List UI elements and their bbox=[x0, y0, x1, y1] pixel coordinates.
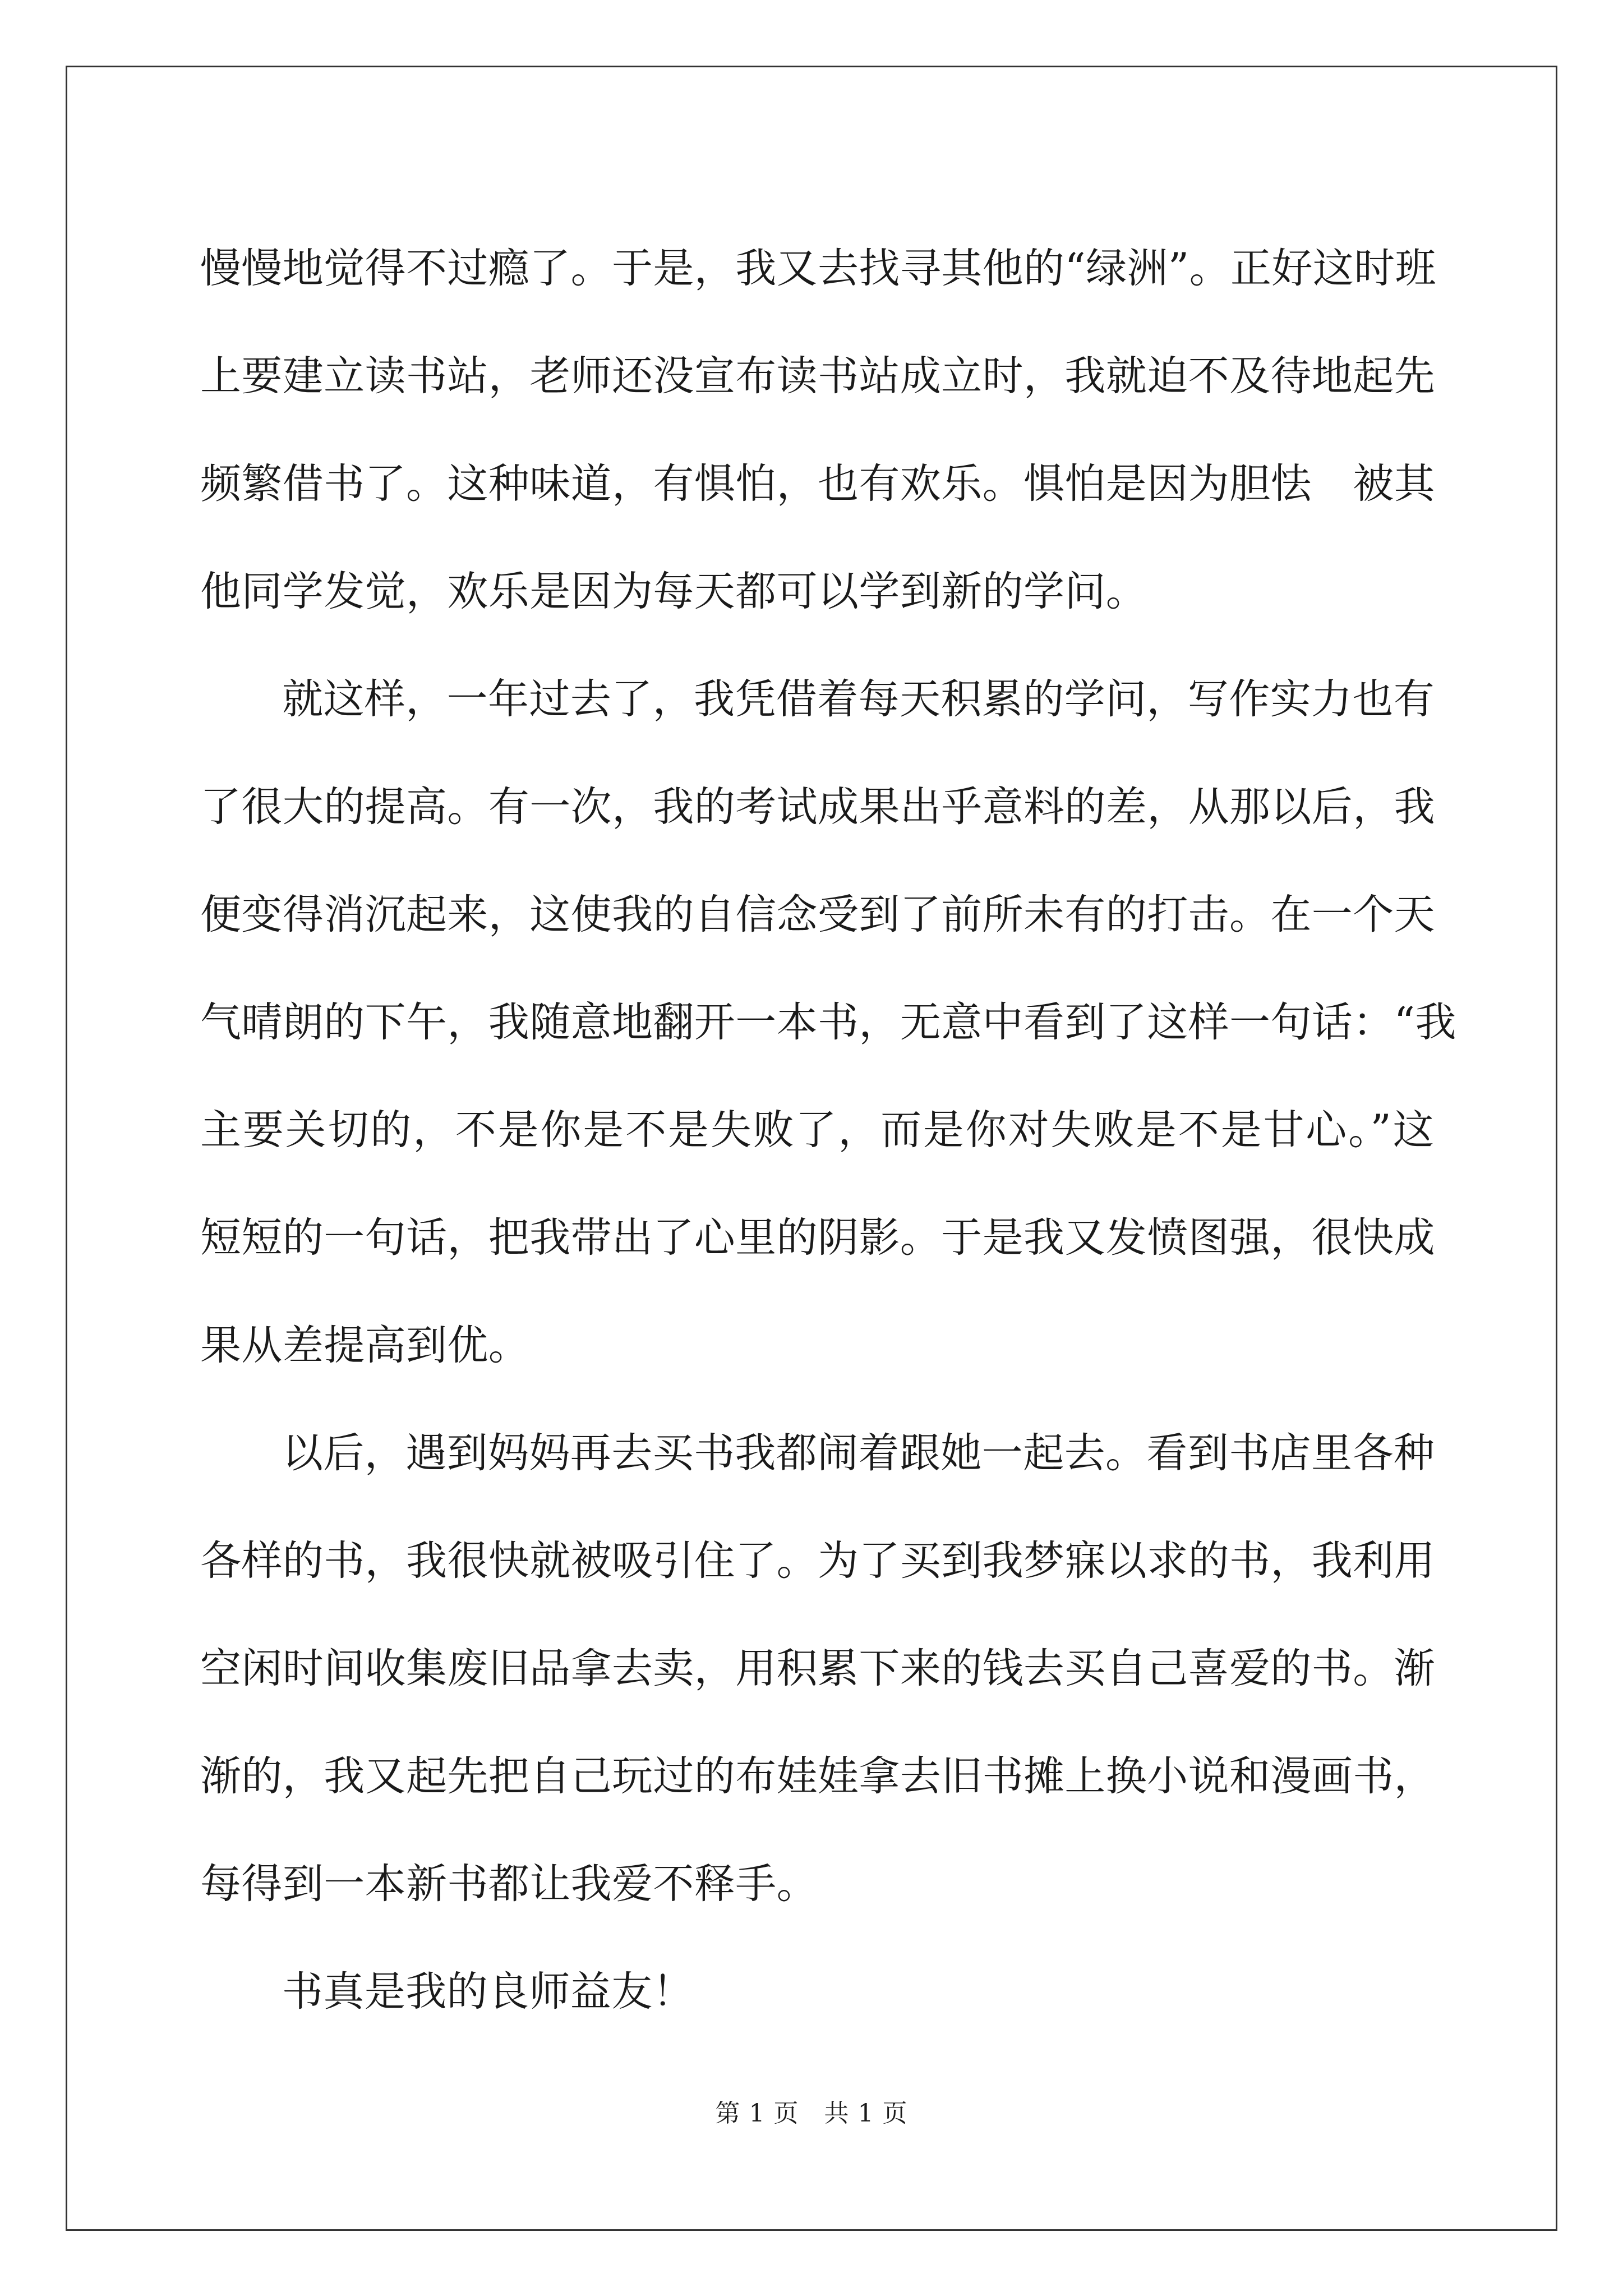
page-footer bbox=[0, 2097, 1623, 2131]
text-line: 书真是我的良师益友！ bbox=[282, 1968, 694, 2016]
text-line: 就这样，一年过去了，我凭借着每天积累的学问，写作实力也有 bbox=[282, 675, 1435, 723]
text-line: 了很大的提高。有一次，我的考试成果出乎意料的差，从那以后，我 bbox=[200, 783, 1435, 831]
page-number-label: 第 1 页 共 1 页 bbox=[715, 2099, 908, 2128]
text-line: 他同学发觉，欢乐是因为每天都可以学到新的学问。 bbox=[200, 568, 1147, 615]
text-line: 便变得消沉起来，这使我的自信念受到了前所未有的打击。在一个天 bbox=[200, 891, 1435, 938]
text-line: 主要关切的，不是你是不是失败了，而是你对失败是不是甘心。”这 bbox=[200, 1106, 1434, 1154]
text-line: 果从差提高到优。 bbox=[200, 1322, 530, 1369]
text-line: 每得到一本新书都让我爱不释手。 bbox=[200, 1860, 818, 1908]
text-line: 频繁借书了。这种味道，有惧怕，也有欢乐。惧怕是因为胆怯 被其 bbox=[200, 460, 1435, 508]
text-line: 各样的书，我很快就被吸引住了。为了买到我梦寐以求的书，我利用 bbox=[200, 1537, 1435, 1585]
text-line: 空闲时间收集废旧品拿去卖，用积累下来的钱去买自己喜爱的书。渐 bbox=[200, 1645, 1435, 1692]
text-line: 渐的，我又起先把自己玩过的布娃娃拿去旧书摊上换小说和漫画书， bbox=[200, 1752, 1435, 1800]
text-line: 短短的一句话，把我带出了心里的阴影。于是我又发愤图强，很快成 bbox=[200, 1214, 1435, 1262]
text-line: 慢慢地觉得不过瘾了。于是，我又去找寻其他的“绿洲”。正好这时班 bbox=[200, 245, 1437, 292]
text-line: 气晴朗的下午，我随意地翻开一本书，无意中看到了这样一句话：“我 bbox=[200, 999, 1456, 1046]
text-line: 上要建立读书站，老师还没宣布读书站成立时，我就迫不及待地起先 bbox=[200, 352, 1435, 400]
text-line: 以后，遇到妈妈再去买书我都闹着跟她一起去。看到书店里各种 bbox=[282, 1429, 1435, 1477]
document-body bbox=[200, 215, 1456, 2046]
